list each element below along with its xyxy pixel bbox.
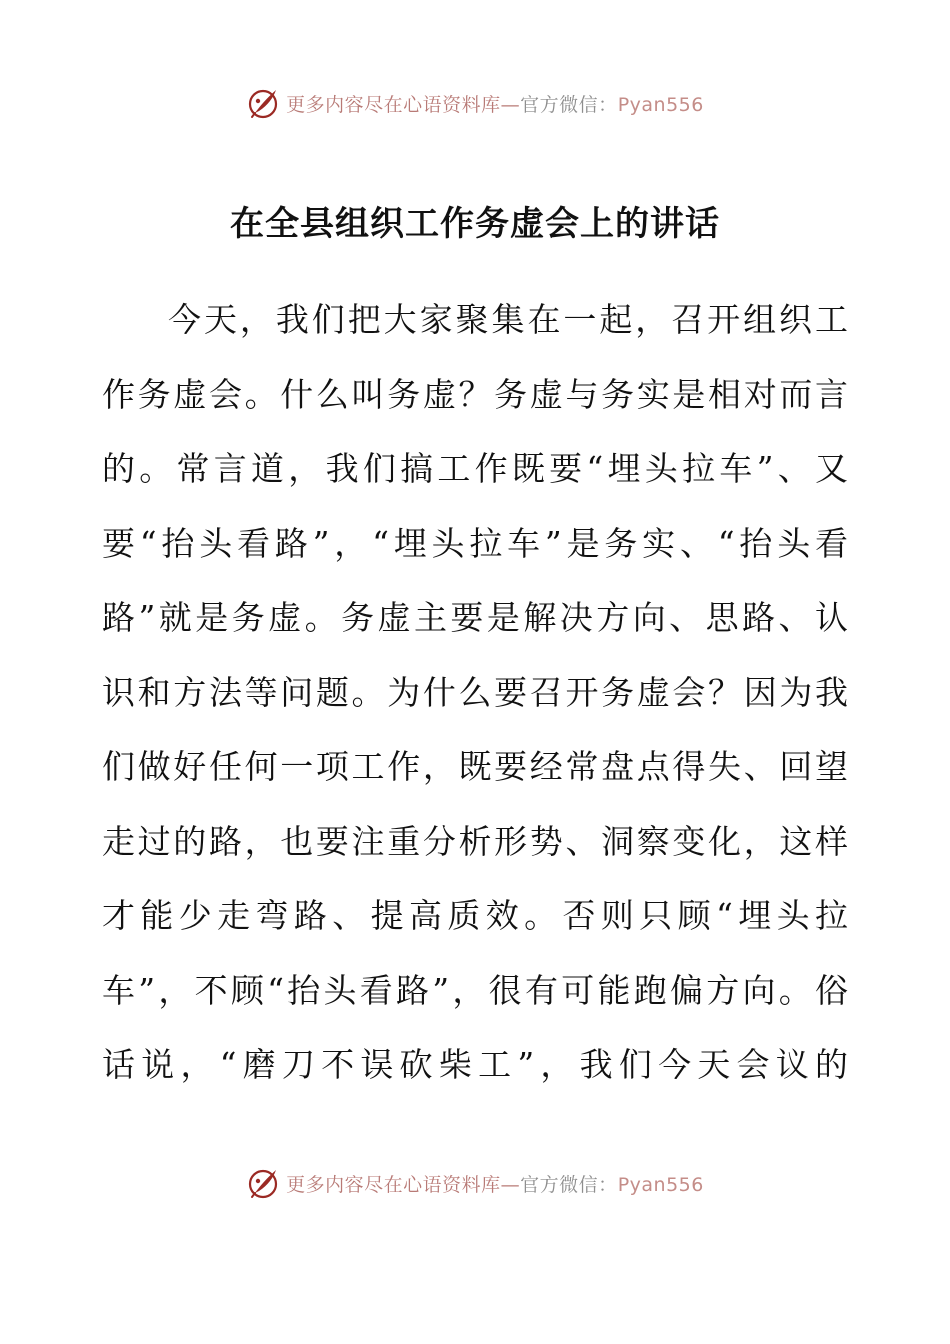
watermark-label: 官方微信： [520, 1173, 618, 1196]
header-watermark [0, 83, 950, 123]
watermark-separator: — [500, 93, 521, 116]
watermark-id: Pyan556 [617, 93, 704, 116]
watermark-separator: — [500, 1173, 521, 1196]
watermark-text [286, 1170, 704, 1197]
document-title: 在全县组织工作务虚会上的讲话 [230, 204, 720, 244]
footer-watermark [0, 1163, 950, 1203]
watermark-id: Pyan556 [617, 1173, 704, 1196]
watermark-site-text: 更多内容尽在心语资料库 [286, 93, 501, 116]
watermark-label: 官方微信： [520, 93, 618, 116]
quill-seal-icon [246, 1166, 280, 1200]
document-body: 今天，我们把大家聚集在一起，召开组织工作务虚会。什么叫务虚？务虚与务实是相对而言的。常言道，我们搞工作既要“埋头拉车”、又要“抬头看路”，“埋头拉车”是务实、“抬头看路”就是务虚。务虚主要是解决方向、思路、认识和方法等问题。为什么要召开务虚会？因为我们做好任何一项工作，既要经常盘点得失、回望走过的路，也要注重分析形势、洞察变化，这样才能少走弯路、提高质效。否则只顾“埋头拉车”，不顾“抬头看路”，很有可能跑偏方向。俗话说，“磨刀不误砍柴工”，我们今天会议的 [102, 300, 850, 1084]
watermark-text [286, 90, 704, 117]
quill-seal-icon [246, 86, 280, 120]
watermark-site-text: 更多内容尽在心语资料库 [286, 1173, 501, 1196]
